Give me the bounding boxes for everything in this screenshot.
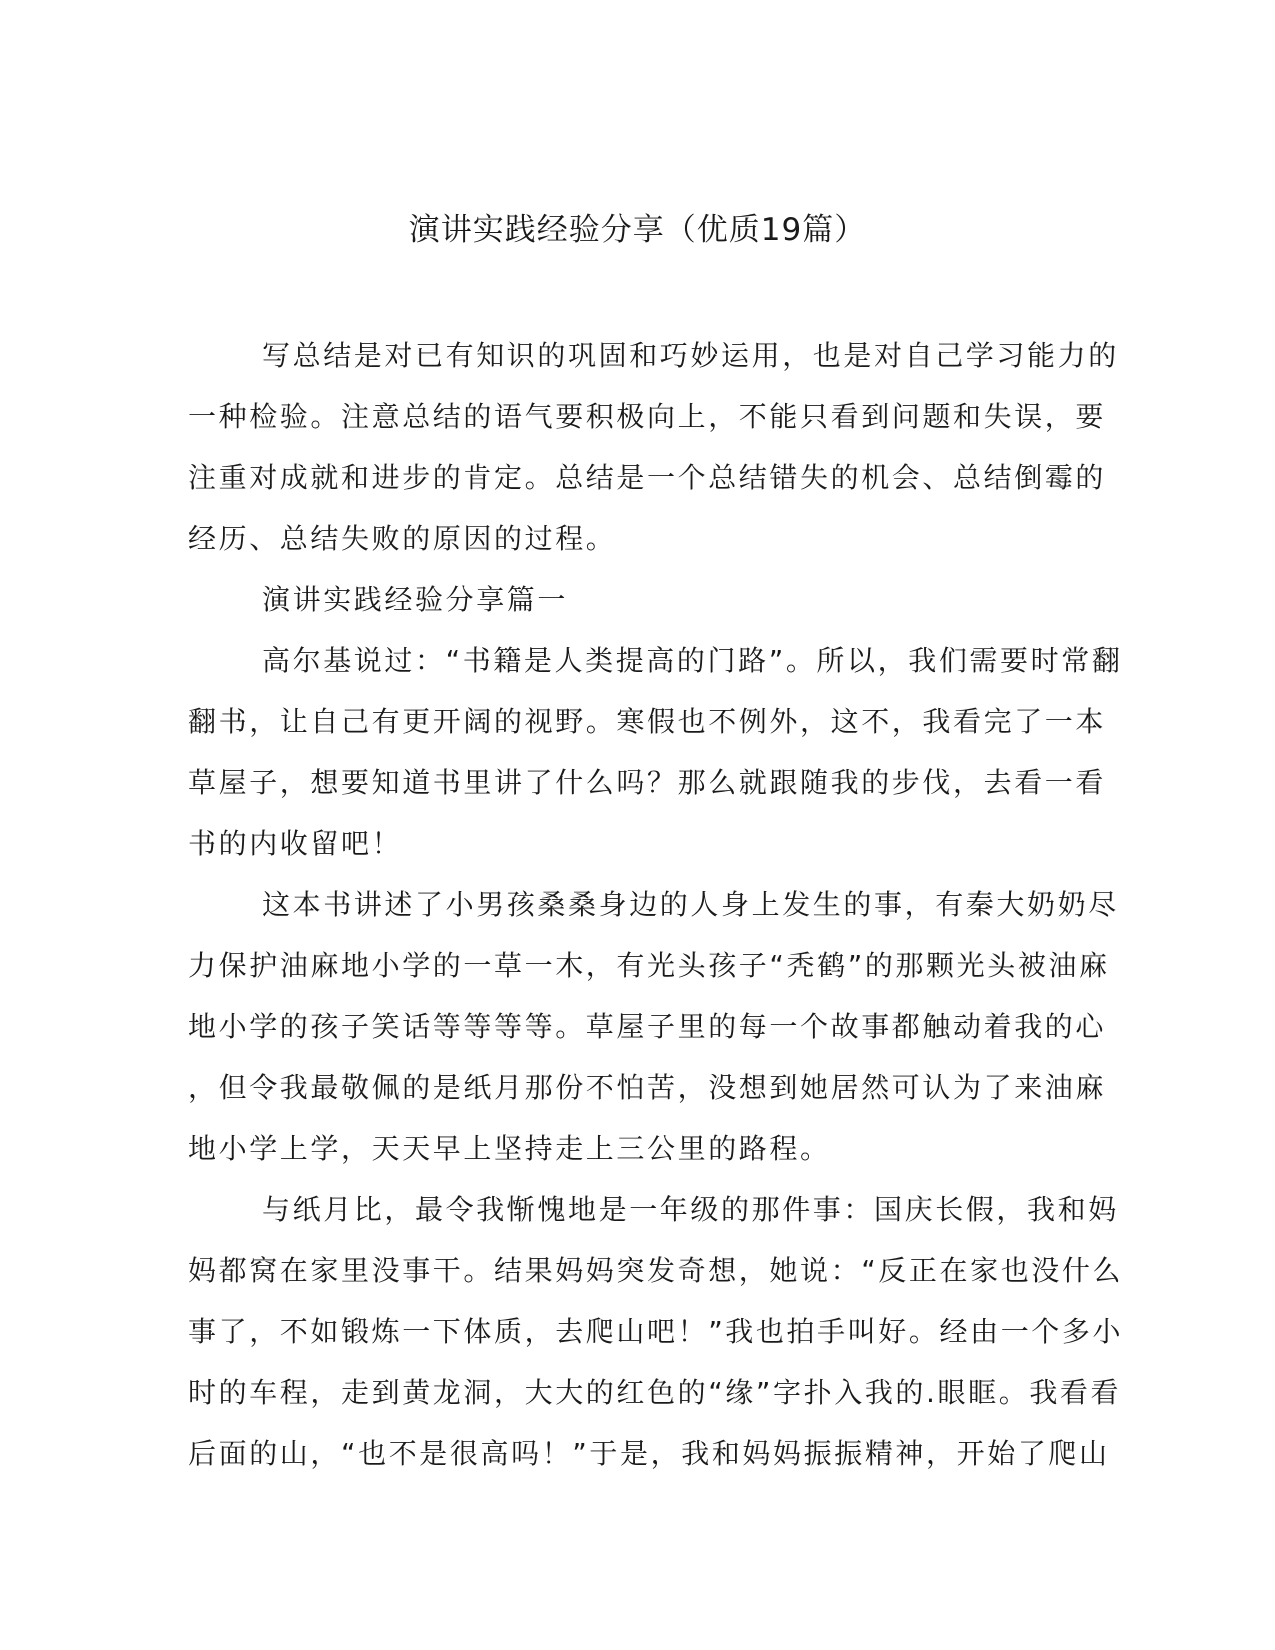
text-line: 一种检验。注意总结的语气要积极向上，不能只看到问题和失误，要 (188, 400, 1107, 433)
text-line: 这本书讲述了小男孩桑桑身边的人身上发生的事，有秦大奶奶尽 (262, 888, 1119, 921)
text-line: 力保护油麻地小学的一草一木，有光头孩子“秃鹤”的那颗光头被油麻 (188, 949, 1110, 982)
text-line: ，但令我最敬佩的是纸月那份不怕苦，没想到她居然可认为了来油麻 (188, 1071, 1107, 1104)
text-line: 翻书，让自己有更开阔的视野。寒假也不例外，这不，我看完了一本 (188, 705, 1107, 738)
text-line: 地小学的孩子笑话等等等等。草屋子里的每一个故事都触动着我的心 (188, 1010, 1107, 1043)
text-line: 演讲实践经验分享篇一 (262, 583, 569, 616)
text-line: 写总结是对已有知识的巩固和巧妙运用，也是对自己学习能力的 (262, 339, 1119, 372)
document-title: 演讲实践经验分享（优质19篇） (408, 212, 867, 248)
text-line: 与纸月比，最令我惭愧地是一年级的那件事：国庆长假，我和妈 (262, 1193, 1119, 1226)
text-line: 时的车程，走到黄龙洞，大大的红色的“缘”字扑入我的.眼眶。我看看 (188, 1376, 1122, 1409)
text-line: 高尔基说过：“书籍是人类提高的门路”。所以，我们需要时常翻 (262, 644, 1123, 677)
text-line: 注重对成就和进步的肯定。总结是一个总结错失的机会、总结倒霉的 (188, 461, 1107, 494)
text-line: 经历、总结失败的原因的过程。 (188, 522, 617, 555)
document-body (188, 325, 1124, 1484)
text-line: 事了，不如锻炼一下体质，去爬山吧！”我也拍手叫好。经由一个多小 (188, 1315, 1124, 1348)
text-line: 书的内收留吧！ (188, 827, 403, 860)
text-line: 妈都窝在家里没事干。结果妈妈突发奇想，她说：“反正在家也没什么 (188, 1254, 1124, 1287)
text-line: 草屋子，想要知道书里讲了什么吗？那么就跟随我的步伐，去看一看 (188, 766, 1107, 799)
text-line: 后面的山，“也不是很高吗！”于是，我和妈妈振振精神，开始了爬山 (188, 1437, 1110, 1470)
text-line: 地小学上学，天天早上坚持走上三公里的路程。 (188, 1132, 831, 1165)
